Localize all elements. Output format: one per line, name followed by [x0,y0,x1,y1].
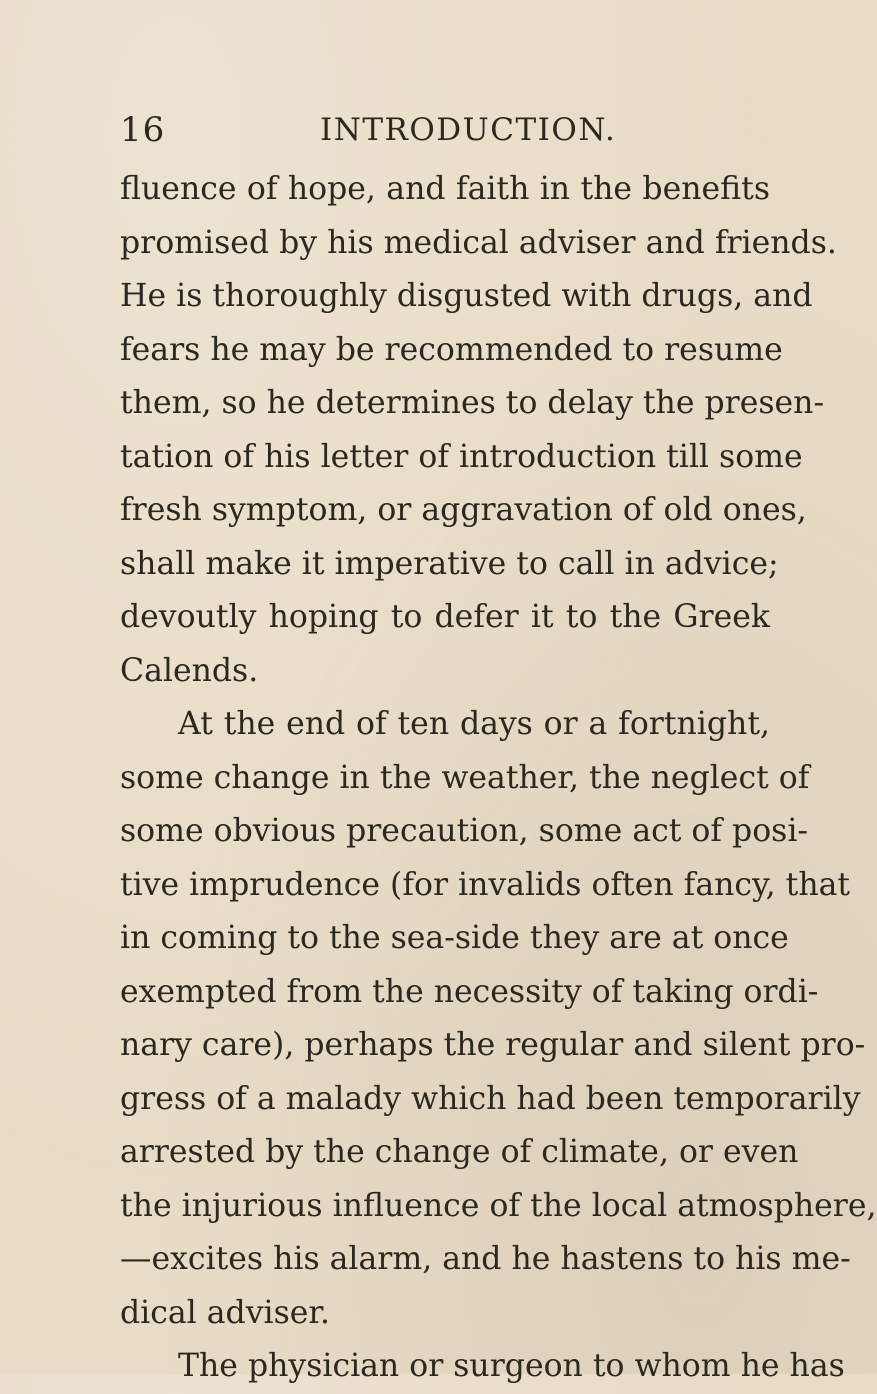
text-line: fears he may be recommended to resume [120,331,783,368]
page-header [120,108,770,152]
text-line: arrested by the change of climate, or even [120,1134,799,1170]
text-line-paragraph-start: The physician or surgeon to whom he has [178,1348,845,1384]
text-line: —excites his alarm, and he hastens to his me- [120,1241,851,1277]
text-line: gress of a malady which had been temporarily [120,1080,861,1117]
text-line-paragraph-start: At the end of ten days or a fortnight, [178,706,770,742]
text-line: nary care), perhaps the regular and silent pro- [120,1027,866,1063]
page-number: 16 [120,110,166,150]
text-line: fresh symptom, or aggravation of old ones, [120,492,807,528]
text-line: promised by his medical adviser and friends. [120,224,837,261]
text-line: some obvious precaution, some act of posi- [120,813,809,849]
body-text [120,163,877,1394]
text-line: in coming to the sea-side they are at once [120,920,789,956]
text-line: exempted from the necessity of taking ordi- [120,973,819,1010]
text-line: devoutly hoping to defer it to the Greek [120,599,770,635]
text-line: the injurious influence of the local atmosphere, [120,1187,877,1224]
text-line: fluence of hope, and faith in the benefits [120,171,770,207]
text-line: He is thoroughly disgusted with drugs, and [120,278,813,314]
text-line: Calends. [120,652,259,689]
text-line: them, so he determines to delay the presen- [120,385,825,421]
text-line: tation of his letter of introduction till some [120,438,803,475]
text-line: tive imprudence (for invalids often fancy, that [120,866,851,903]
text-line: dical adviser. [120,1294,330,1331]
text-line: shall make it imperative to call in advice; [120,545,779,582]
running-title: INTRODUCTION. [320,112,617,148]
text-line: some change in the weather, the neglect of [120,759,810,796]
